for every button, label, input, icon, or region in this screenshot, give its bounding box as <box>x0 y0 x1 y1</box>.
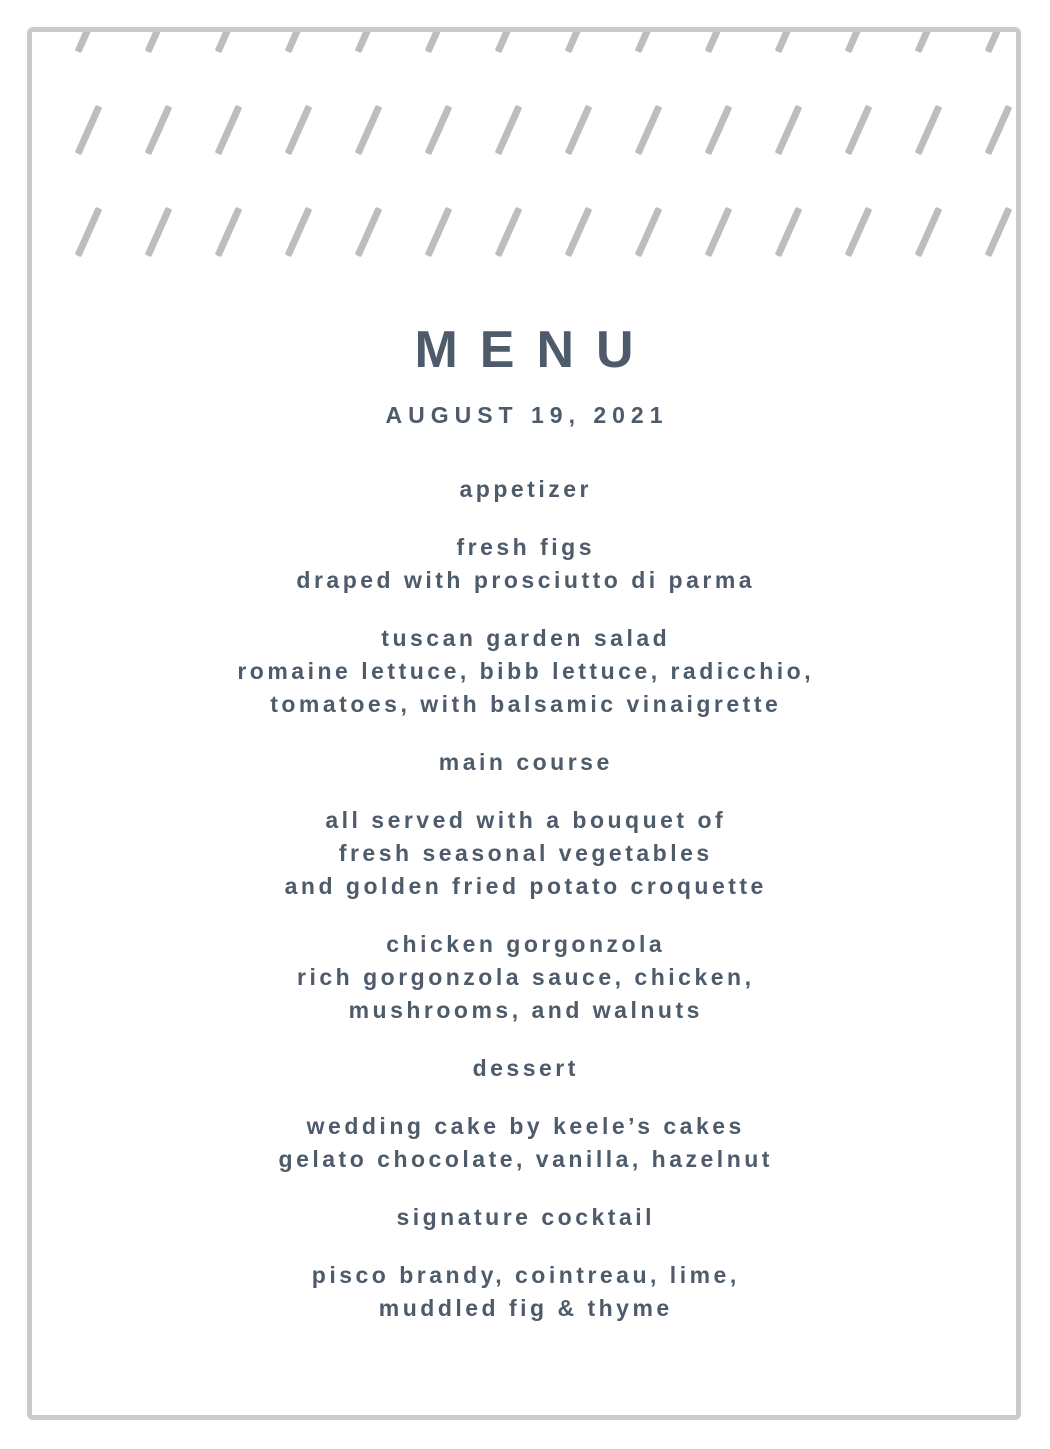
slash-icon <box>775 207 803 257</box>
menu-item <box>36 1110 1017 1176</box>
menu-item-line: mushrooms, and walnuts <box>348 997 703 1023</box>
slash-icon <box>285 27 313 53</box>
section-appetizer <box>36 473 1017 721</box>
menu-item-line: tomatoes, with balsamic vinaigrette <box>270 691 782 717</box>
section-heading: main course <box>438 749 613 775</box>
slash-icon <box>845 207 873 257</box>
menu-item-line: romaine lettuce, bibb lettuce, radicchio, <box>237 658 815 684</box>
slash-icon <box>845 27 873 53</box>
page-title: MENU <box>414 321 656 379</box>
slash-icon <box>27 27 32 53</box>
slash-icon <box>985 207 1013 257</box>
menu-item-line: and golden fried potato croquette <box>284 873 767 899</box>
menu-item <box>36 531 1017 597</box>
menu-item-line: gelato chocolate, vanilla, hazelnut <box>278 1146 773 1172</box>
slash-icon <box>705 27 733 53</box>
slash-icon <box>145 105 173 155</box>
menu-item <box>36 622 1017 721</box>
section-main-course <box>36 746 1017 1027</box>
slash-icon <box>75 105 103 155</box>
slash-icon <box>775 105 803 155</box>
menu-item-line: all served with a bouquet of <box>325 807 727 833</box>
slash-icon <box>425 207 453 257</box>
slash-icon <box>495 207 523 257</box>
slash-icon <box>355 207 383 257</box>
slash-icon <box>285 105 313 155</box>
menu-item <box>36 1259 1017 1325</box>
menu-card <box>27 27 1021 1420</box>
slash-icon <box>495 27 523 53</box>
slash-icon <box>915 207 943 257</box>
slash-icon <box>145 27 173 53</box>
menu-item-line: pisco brandy, cointreau, lime, <box>311 1262 740 1288</box>
menu-item-line: fresh figs <box>456 534 596 560</box>
menu-note <box>36 804 1017 903</box>
slash-icon <box>425 105 453 155</box>
slash-icon <box>27 207 32 257</box>
slash-icon <box>635 105 663 155</box>
slash-icon <box>145 207 173 257</box>
slash-icon <box>845 105 873 155</box>
section-signature-cocktail <box>36 1201 1017 1325</box>
menu-item-line: tuscan garden salad <box>381 625 671 651</box>
section-heading: appetizer <box>459 476 592 502</box>
event-date: AUGUST 19, 2021 <box>385 402 669 428</box>
menu-item-line: wedding cake by keele’s cakes <box>306 1113 745 1139</box>
slash-icon <box>565 105 593 155</box>
slash-icon <box>285 207 313 257</box>
menu-item-line: draped with prosciutto di parma <box>296 567 756 593</box>
menu-item <box>36 928 1017 1027</box>
slash-icon <box>705 105 733 155</box>
slash-icon <box>985 27 1013 53</box>
slash-icon <box>215 105 243 155</box>
menu-item-line: fresh seasonal vegetables <box>338 840 713 866</box>
slash-icon <box>985 105 1013 155</box>
diagonal-slash-pattern <box>32 32 1016 292</box>
menu-item-line: rich gorgonzola sauce, chicken, <box>297 964 755 990</box>
slash-icon <box>425 27 453 53</box>
slash-icon <box>705 207 733 257</box>
slash-icon <box>565 207 593 257</box>
slash-icon <box>215 207 243 257</box>
section-heading: dessert <box>472 1055 579 1081</box>
slash-icon <box>775 27 803 53</box>
menu-item-line: muddled fig & thyme <box>378 1295 673 1321</box>
slash-icon <box>635 27 663 53</box>
slash-icon <box>635 207 663 257</box>
slash-icon <box>75 207 103 257</box>
slash-icon <box>355 105 383 155</box>
section-heading: signature cocktail <box>396 1204 656 1230</box>
menu-item-line: chicken gorgonzola <box>386 931 666 957</box>
slash-icon <box>27 105 32 155</box>
slash-icon <box>915 27 943 53</box>
slash-icon <box>75 27 103 53</box>
slash-icon <box>215 27 243 53</box>
slash-icon <box>495 105 523 155</box>
slash-icon <box>355 27 383 53</box>
slash-icon <box>915 105 943 155</box>
menu-body <box>32 473 1016 1325</box>
slash-icon <box>565 27 593 53</box>
section-dessert <box>36 1052 1017 1176</box>
